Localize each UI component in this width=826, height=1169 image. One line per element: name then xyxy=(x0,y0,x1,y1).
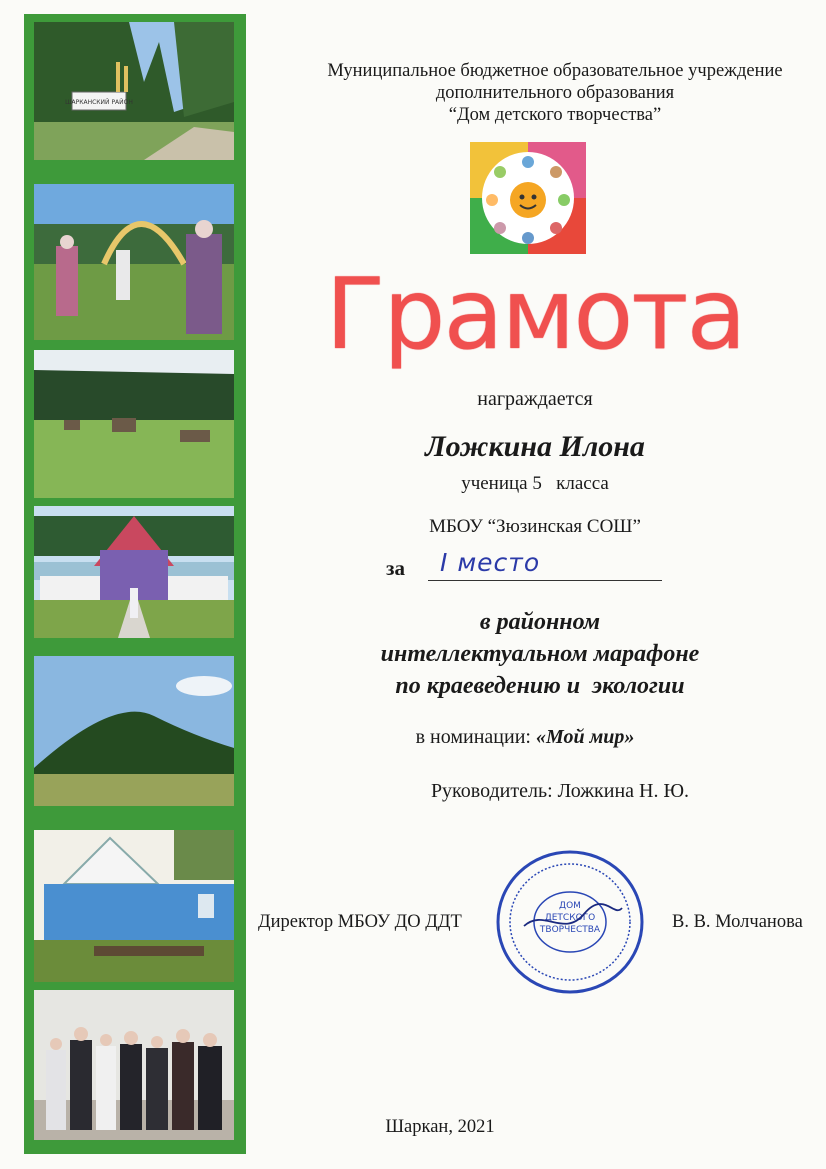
svg-text:ДОМ: ДОМ xyxy=(559,901,581,911)
photo-village-field xyxy=(34,350,234,498)
event-line-1: в районном xyxy=(479,609,601,635)
institution-header xyxy=(300,60,810,126)
place-and-year: Шаркан, 2021 xyxy=(385,1117,495,1137)
photo-strip xyxy=(24,14,246,1154)
leader: Руководитель: Ложкина Н. Ю. xyxy=(430,780,690,802)
certificate-title: Грамота xyxy=(325,258,745,372)
nomination xyxy=(380,726,670,749)
school-name: МБОУ “Зюзинская СОШ” xyxy=(429,516,641,537)
event-line-2: интеллектуальном марафоне xyxy=(380,641,700,667)
photo-road-sign xyxy=(34,22,234,160)
recipient-grade: ученица 5 класса xyxy=(461,473,609,494)
director-name: В. В. Молчанова xyxy=(672,912,803,932)
recipient-name: Ложкина Илона xyxy=(425,430,645,463)
svg-text:ТВОРЧЕСТВА: ТВОРЧЕСТВА xyxy=(539,925,601,935)
place-underline xyxy=(428,580,662,581)
institution-line-3: “Дом детского творчества” xyxy=(448,105,662,125)
photo-blue-house xyxy=(34,830,234,982)
for-label: за xyxy=(386,556,405,580)
nomination-value: «Мой мир» xyxy=(535,726,635,748)
photo-folk-dancers xyxy=(34,184,234,340)
ddt-logo xyxy=(470,142,586,254)
place-handwritten: I место xyxy=(440,548,541,577)
svg-text:ДЕТСКОГО: ДЕТСКОГО xyxy=(544,913,596,923)
event-description xyxy=(330,606,750,702)
director-title: Директор МБОУ ДО ДДТ xyxy=(258,912,462,932)
event-line-3: по краеведению и экологии xyxy=(395,673,685,699)
official-stamp xyxy=(494,848,646,996)
photo-ornate-house xyxy=(34,506,234,638)
awarded-label: награждается xyxy=(477,388,593,410)
nomination-label: в номинации: xyxy=(415,726,531,748)
photo-group xyxy=(34,990,234,1140)
photo-sign-text: ШАРКАНСКИЙ РАЙОН xyxy=(65,99,133,106)
institution-line-2: дополнительного образования xyxy=(435,83,675,103)
institution-line-1: Муниципальное бюджетное образовательное учреждение xyxy=(327,61,783,81)
photo-forest-hill xyxy=(34,656,234,806)
